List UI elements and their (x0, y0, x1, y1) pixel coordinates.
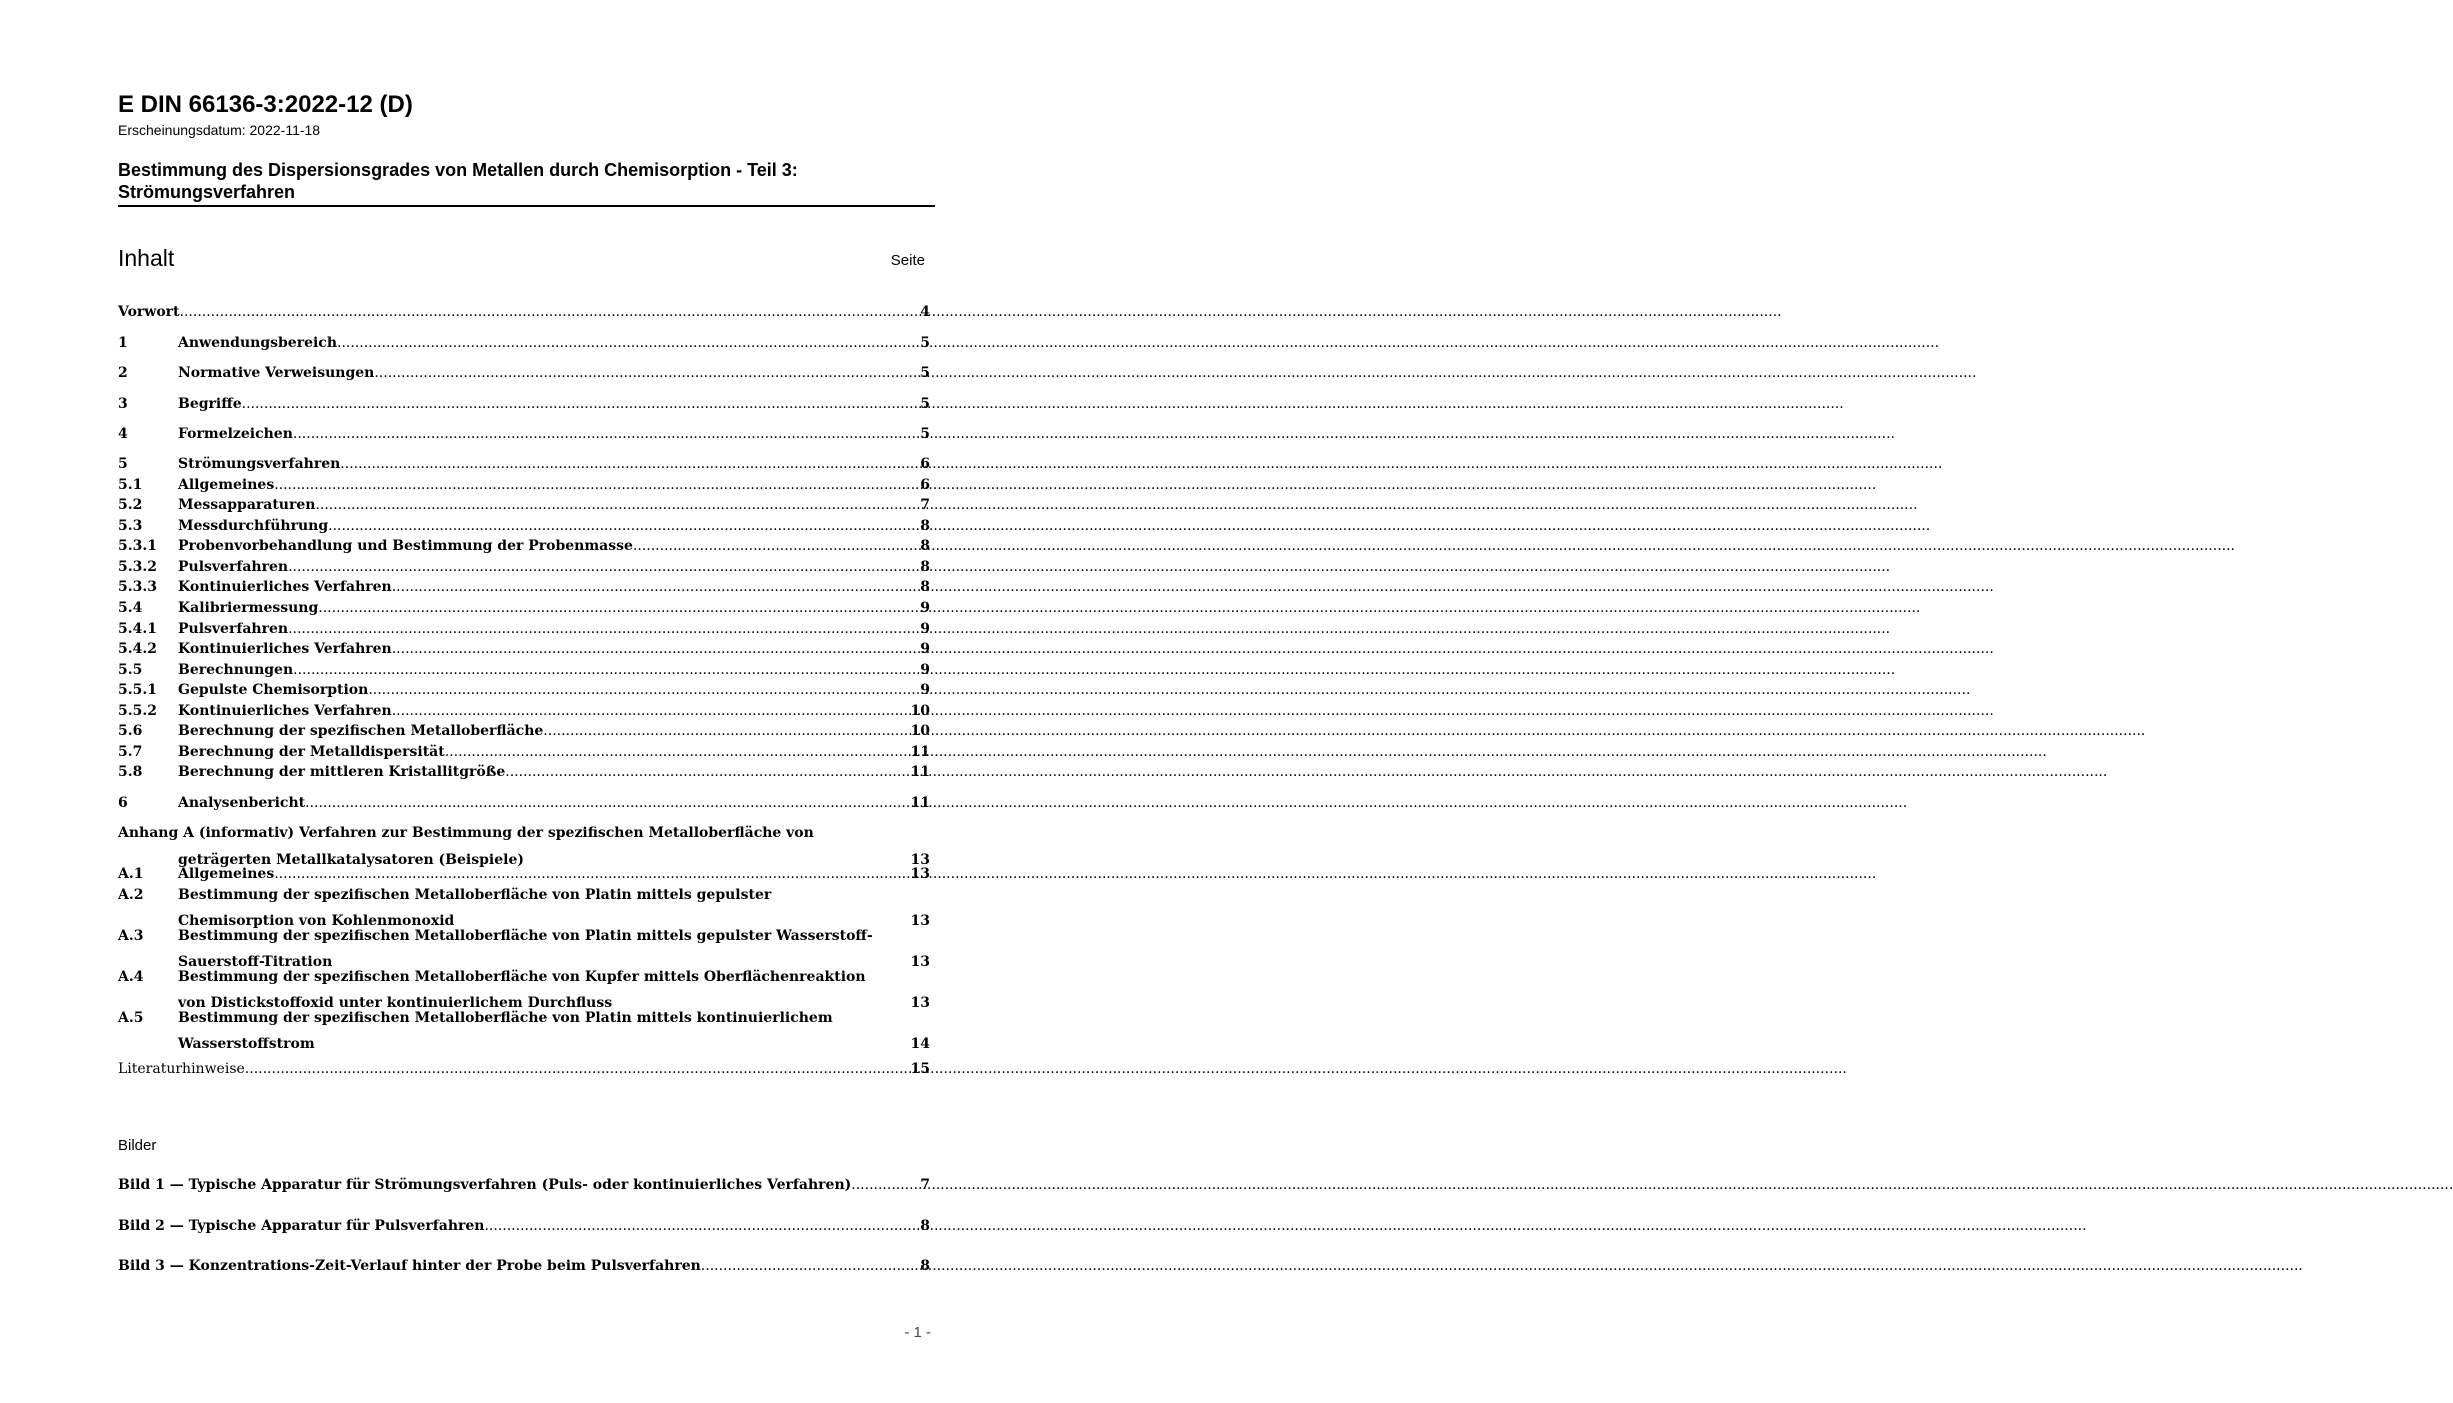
toc-annex-entry[interactable] (118, 1008, 930, 1028)
toc-leader (368, 680, 919, 700)
toc-entry-page: 11 (910, 744, 930, 760)
figure-entry-page: 7 (920, 1177, 930, 1193)
toc-entry-number: 5 (118, 456, 128, 472)
toc-entry-text: Messapparaturen (178, 497, 316, 513)
figure-entry-text: Bild 3 — Konzentrations-Zeit-Verlauf hinter der Probe beim Pulsverfahren (118, 1258, 701, 1274)
toc-entry-number: 3 (118, 396, 128, 412)
toc-entry[interactable] (118, 577, 930, 597)
toc-entry-page: 13 (910, 995, 930, 1011)
toc-annex-entry[interactable] (118, 926, 930, 946)
toc-entry[interactable] (118, 762, 930, 782)
toc-entry-text: Chemisorption von Kohlenmonoxid (178, 913, 455, 929)
toc-entry-number: 5.3 (118, 518, 143, 534)
toc-entry[interactable] (118, 516, 930, 536)
toc-entry-text: Wasserstoffstrom (178, 1036, 315, 1052)
toc-leader (305, 793, 909, 813)
toc-leader (454, 905, 910, 925)
toc-entry-number: 5.6 (118, 723, 143, 739)
figure-entry[interactable] (118, 1216, 930, 1236)
toc-leader (318, 598, 919, 618)
toc-entry-page: 9 (920, 600, 930, 616)
toc-entry-text: Begriffe (178, 396, 242, 412)
page-number: - 1 - (904, 1324, 931, 1341)
toc-entry[interactable] (118, 394, 930, 414)
toc-entry-number: 5.5.2 (118, 703, 157, 719)
toc-leader (445, 742, 910, 762)
toc-entry[interactable] (118, 454, 930, 474)
toc-entry-text: Berechnung der Metalldispersität (178, 744, 445, 760)
toc-entry-text: Formelzeichen (178, 426, 293, 442)
toc-entry-text: Kontinuierliches Verfahren (178, 703, 392, 719)
toc-entry-text: Normative Verweisungen (178, 365, 375, 381)
toc-annex-entry[interactable] (118, 885, 930, 905)
toc-entry-page: 7 (920, 497, 930, 513)
publication-date: Erscheinungsdatum: 2022-11-18 (118, 122, 321, 138)
toc-entry-text: Berechnung der mittleren Kristallitgröße (178, 764, 506, 780)
toc-entry-page: 11 (910, 764, 930, 780)
toc-entry-page: 8 (920, 559, 930, 575)
toc-leader (315, 1028, 911, 1048)
toc-entry-number: 6 (118, 795, 128, 811)
toc-leader (337, 333, 919, 353)
toc-leader (274, 475, 919, 495)
toc-entry-text: Literaturhinweise (118, 1061, 245, 1077)
toc-entry-number: A.2 (118, 887, 144, 903)
toc-entry-number: 1 (118, 335, 128, 351)
toc-annex-entry[interactable] (118, 967, 930, 987)
toc-leader (274, 864, 909, 884)
toc-entry-page: 13 (910, 866, 930, 882)
toc-entry-text: Bestimmung der spezifischen Metalloberfläche von Platin mittels gepulster (178, 887, 772, 903)
toc-entry-number: 5.4.1 (118, 621, 157, 637)
toc-heading: Inhalt (118, 245, 175, 271)
toc-entry[interactable] (118, 598, 930, 618)
toc-annex-title-line-1: Anhang A (informativ) Verfahren zur Bestimmung der spezifischen Metalloberfläche von (118, 825, 814, 841)
toc-leader (340, 454, 919, 474)
toc-entry-number: 5.7 (118, 744, 143, 760)
toc-entry-number: 5.5 (118, 662, 143, 678)
toc-entry[interactable] (118, 793, 930, 813)
toc-entry-page: 8 (920, 579, 930, 595)
toc-leader (180, 302, 920, 322)
toc-entry-page: 10 (910, 703, 930, 719)
toc-leader (332, 946, 910, 966)
toc-leader (328, 516, 919, 536)
toc-entry-text: Berechnungen (178, 662, 294, 678)
toc-entry-page: 9 (920, 662, 930, 678)
toc-entry-text: Gepulste Chemisorption (178, 682, 369, 698)
toc-entry-text: Anwendungsbereich (178, 335, 337, 351)
toc-entry[interactable] (118, 742, 930, 762)
toc-entry-number: 5.3.3 (118, 579, 157, 595)
toc-entry-page: 14 (910, 1036, 930, 1052)
toc-entry-text: Kontinuierliches Verfahren (178, 579, 392, 595)
toc-entry-number: A.4 (118, 969, 144, 985)
toc-leader (392, 639, 920, 659)
toc-entry-number: A.3 (118, 928, 144, 944)
toc-leader (484, 1216, 919, 1236)
toc-annex-heading-continued[interactable] (178, 844, 930, 868)
toc-entry-number: A.5 (118, 1010, 144, 1026)
toc-entry[interactable] (118, 660, 930, 680)
toc-entry-page: 9 (920, 621, 930, 637)
toc-annex-entry-continued[interactable] (178, 987, 930, 1011)
toc-entry-number: 5.2 (118, 497, 143, 513)
toc-entry[interactable] (118, 639, 930, 659)
figure-entry-text: Bild 1 — Typische Apparatur für Strömungsverfahren (Puls- oder kontinuierliches Verfahren) (118, 1177, 852, 1193)
toc-entry[interactable] (118, 536, 930, 556)
toc-leader (392, 701, 910, 721)
toc-entry-text: Analysenbericht (178, 795, 306, 811)
toc-annex-entry-continued[interactable] (178, 946, 930, 970)
toc-entry[interactable] (118, 495, 930, 515)
toc-leader (543, 721, 909, 741)
toc-entry-text: Bestimmung der spezifischen Metalloberfläche von Platin mittels gepulster Wasserstoff- (178, 928, 873, 944)
toc-annex-entry-continued[interactable] (178, 905, 930, 929)
toc-entry-text: Probenvorbehandlung und Bestimmung der Probenmasse (178, 538, 633, 554)
toc-entry-page: 6 (920, 456, 930, 472)
toc-leader (505, 762, 909, 782)
toc-entry-vorwort[interactable] (118, 302, 930, 322)
toc-entry-number: 5.4 (118, 600, 143, 616)
toc-entry-number: 5.8 (118, 764, 143, 780)
toc-entry-page: 5 (920, 426, 930, 442)
toc-leader (374, 363, 919, 383)
toc-entry-text: Allgemeines (178, 477, 275, 493)
toc-entry[interactable] (118, 424, 930, 444)
toc-entry-page: 4 (920, 304, 930, 320)
toc-entry-page: 8 (920, 518, 930, 534)
toc-entry-page: 13 (910, 913, 930, 929)
toc-entry-number: 5.1 (118, 477, 143, 493)
toc-entry-text: Sauerstoff-Titration (178, 954, 333, 970)
document-subject (118, 159, 933, 203)
figure-entry[interactable] (118, 1175, 930, 1195)
toc-leader (612, 987, 910, 1007)
toc-entry[interactable] (118, 619, 930, 639)
toc-entry-text: Bestimmung der spezifischen Metalloberfläche von Kupfer mittels Oberflächenreaktion (178, 969, 866, 985)
toc-annex-heading[interactable] (118, 823, 930, 843)
toc-leader (633, 536, 919, 556)
toc-entry-page: 9 (920, 682, 930, 698)
toc-entry-page: 13 (910, 852, 930, 868)
toc-entry[interactable] (118, 557, 930, 577)
toc-entry-literature[interactable] (118, 1059, 930, 1079)
figure-entry-page: 8 (920, 1218, 930, 1234)
toc-entry[interactable] (118, 333, 930, 353)
toc-entry-page: 8 (920, 538, 930, 554)
toc-entry-text: Pulsverfahren (178, 621, 289, 637)
toc-entry-number: 5.3.2 (118, 559, 157, 575)
toc-leader (701, 1256, 919, 1276)
toc-entry-page: 5 (920, 335, 930, 351)
toc-entry-text: Kalibriermessung (178, 600, 319, 616)
toc-entry-number: A.1 (118, 866, 144, 882)
toc-entry-text: Allgemeines (178, 866, 275, 882)
header-divider (118, 205, 935, 207)
toc-entry-text: Berechnung der spezifischen Metalloberfläche (178, 723, 544, 739)
toc-leader (245, 1059, 910, 1079)
toc-entry-number: 5.4.2 (118, 641, 157, 657)
toc-page-column-label: Seite (890, 252, 925, 269)
toc-entry-page: 6 (920, 477, 930, 493)
toc-entry-number: 2 (118, 365, 128, 381)
toc-leader (315, 495, 919, 515)
toc-entry-page: 15 (910, 1061, 930, 1077)
toc-entry[interactable] (118, 701, 930, 721)
toc-entry[interactable] (118, 363, 930, 383)
toc-entry-page: 11 (910, 795, 930, 811)
toc-entry-text: von Distickstoffoxid unter kontinuierlichem Durchfluss (178, 995, 613, 1011)
toc-entry-text: Messdurchführung (178, 518, 329, 534)
toc-leader (851, 1175, 919, 1195)
toc-annex-entry[interactable] (118, 864, 930, 884)
toc-entry-page: 9 (920, 641, 930, 657)
toc-leader (288, 557, 919, 577)
toc-entry-number: 5.3.1 (118, 538, 157, 554)
toc-entry-text: Pulsverfahren (178, 559, 289, 575)
toc-leader (293, 660, 919, 680)
toc-leader (392, 577, 920, 597)
toc-leader (524, 844, 911, 864)
toc-leader (288, 619, 919, 639)
toc-leader (242, 394, 920, 414)
toc-entry-page: 10 (910, 723, 930, 739)
toc-entry-number: 5.5.1 (118, 682, 157, 698)
figure-entry[interactable] (118, 1256, 930, 1276)
toc-entry[interactable] (118, 475, 930, 495)
toc-entry-text: Kontinuierliches Verfahren (178, 641, 392, 657)
figures-heading: Bilder (118, 1137, 157, 1154)
toc-entry-page: 5 (920, 396, 930, 412)
subject-line-1: Bestimmung des Dispersionsgrades von Metallen durch Chemisorption - Teil 3: (118, 160, 798, 180)
toc-entry-number: 4 (118, 426, 128, 442)
toc-annex-entry-continued[interactable] (178, 1028, 930, 1052)
toc-entry-text: Strömungsverfahren (178, 456, 341, 472)
toc-entry-page: 13 (910, 954, 930, 970)
subject-line-2: Strömungsverfahren (118, 182, 296, 202)
document-title: E DIN 66136-3:2022-12 (D) (118, 91, 413, 118)
toc-annex-title-line-2: geträgerten Metallkatalysatoren (Beispiele) (178, 852, 524, 868)
toc-entry-page: 5 (920, 365, 930, 381)
figure-entry-page: 8 (920, 1258, 930, 1274)
toc-entry[interactable] (118, 680, 930, 700)
figure-entry-text: Bild 2 — Typische Apparatur für Pulsverfahren (118, 1218, 485, 1234)
toc-entry-text: Vorwort (118, 304, 180, 320)
toc-leader (293, 424, 919, 444)
toc-entry-text: Bestimmung der spezifischen Metalloberfläche von Platin mittels kontinuierlichem (178, 1010, 833, 1026)
toc-entry[interactable] (118, 721, 930, 741)
